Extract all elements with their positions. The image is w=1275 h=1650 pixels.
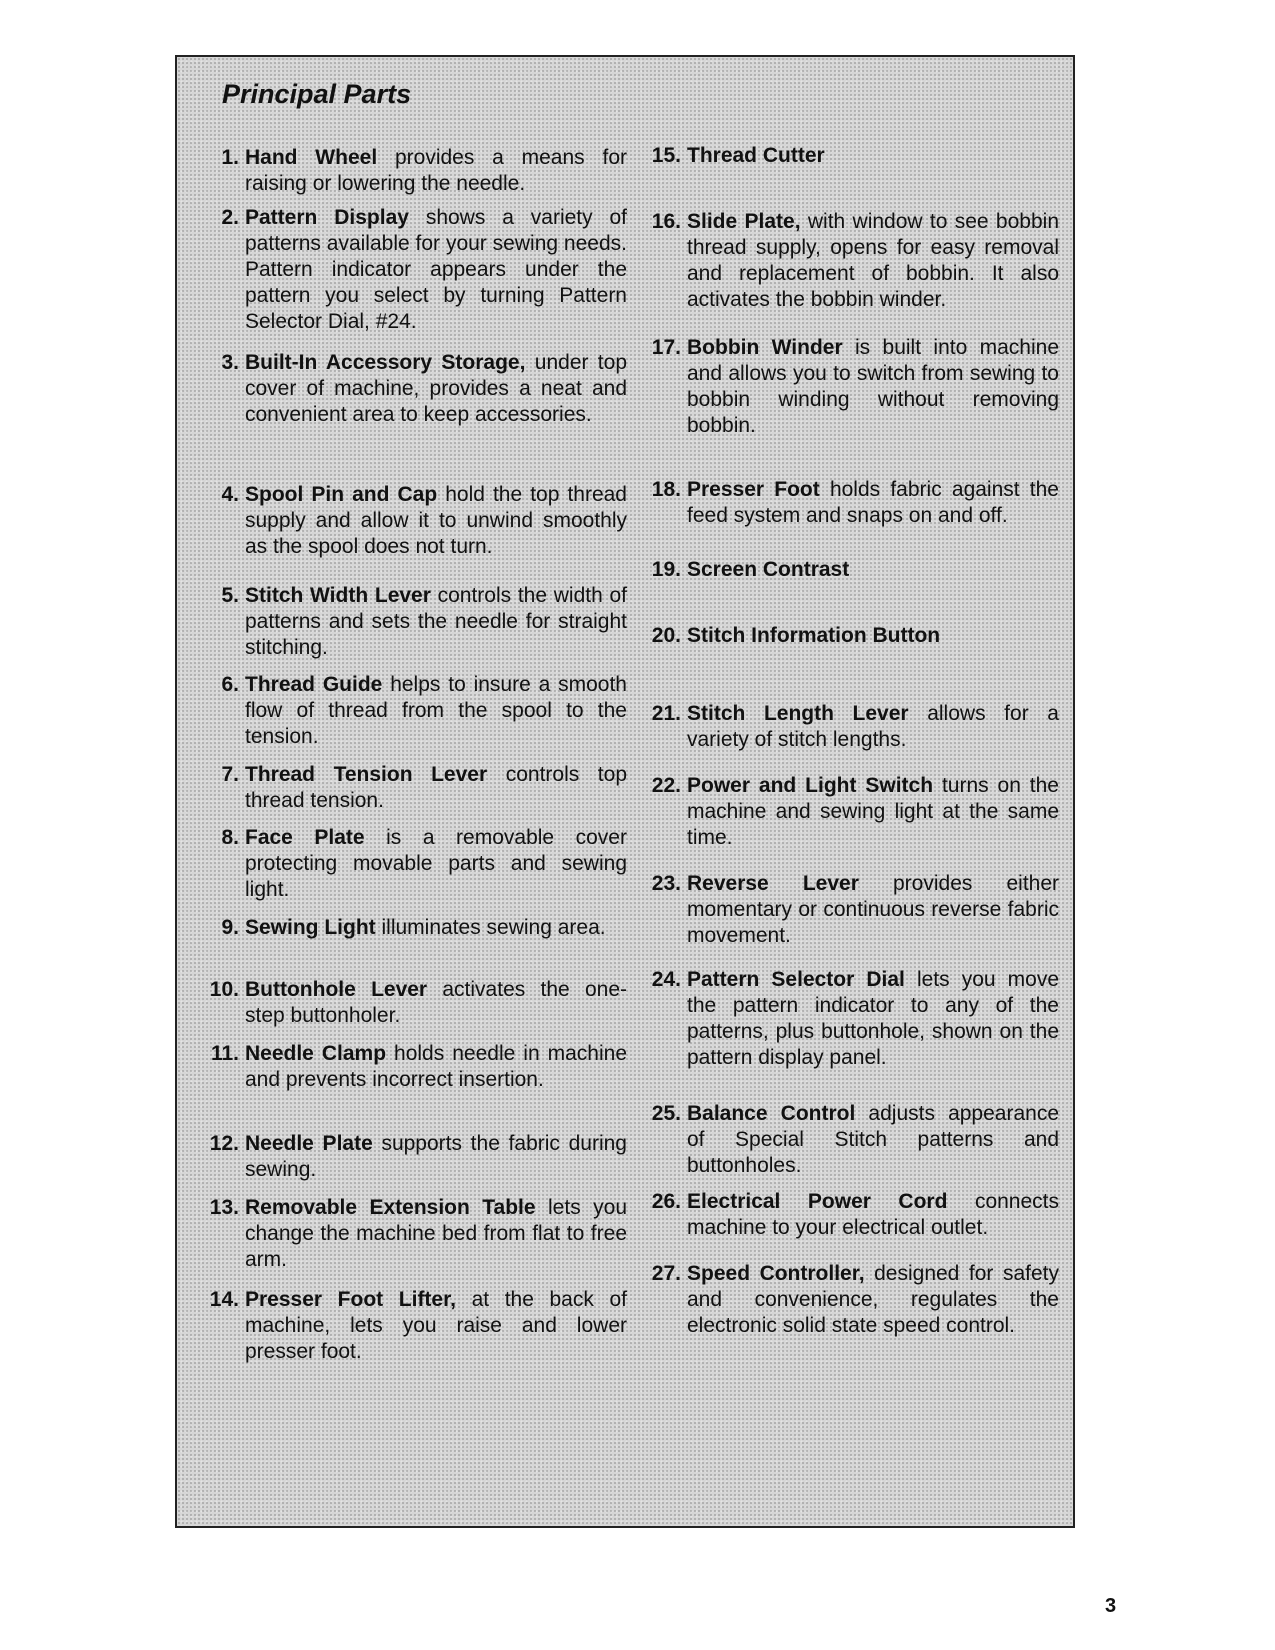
item-description: with window to see bobbin thread supply, opens for easy removal and replacement of bobbin. It also activates the bobbin winder.: [687, 210, 1059, 311]
item-description: holds needle in machine and prevents incorrect insertion.: [245, 1042, 627, 1091]
item-number: 15.: [651, 144, 681, 167]
page-number: 3: [1105, 1595, 1117, 1617]
item-description: holds fabric against the feed system and snaps on and off.: [687, 478, 1059, 527]
item-term: Balance Control: [687, 1102, 856, 1125]
item-number: 22.: [651, 774, 681, 797]
item-description: provides a means for raising or lowering the needle.: [245, 146, 627, 195]
item-term: Face Plate: [245, 826, 365, 849]
list-item: [195, 145, 627, 197]
item-number: 8.: [221, 826, 239, 849]
item-description: under top cover of machine, provides a neat and convenient area to keep accessories.: [245, 351, 628, 426]
item-number: 18.: [651, 478, 681, 501]
item-number: 14.: [209, 1288, 239, 1311]
item-number: 7.: [221, 763, 239, 786]
list-item: [195, 205, 627, 335]
list-item: [637, 623, 1059, 649]
item-term: Built-In Accessory Storage,: [245, 351, 526, 374]
list-item: [637, 871, 1059, 949]
item-term: Speed Controller,: [687, 1262, 865, 1285]
list-item: [195, 350, 627, 428]
item-number: 10.: [209, 978, 239, 1001]
list-item: [637, 143, 1059, 169]
item-description: at the back of machine, lets you raise and lower presser foot.: [245, 1288, 627, 1363]
item-term: Pattern Selector Dial: [687, 968, 905, 991]
item-description: illuminates sewing area.: [375, 916, 606, 939]
list-item: [637, 701, 1059, 753]
principal-parts-panel: [175, 55, 1075, 1528]
list-item: [637, 1101, 1059, 1179]
item-description: hold the top thread supply and allow it to unwind smoothly as the spool does not turn.: [245, 483, 627, 558]
item-term: Removable Extension Table: [245, 1196, 536, 1219]
list-item: [195, 1287, 627, 1365]
item-term: Slide Plate,: [687, 210, 801, 233]
item-term: Needle Clamp: [245, 1042, 387, 1065]
item-description: controls top thread tension.: [245, 763, 627, 812]
item-number: 26.: [651, 1190, 681, 1213]
item-term: Power and Light Switch: [687, 774, 934, 797]
list-item: [637, 967, 1059, 1071]
item-description: connects machine to your electrical outlet.: [687, 1190, 1060, 1239]
item-description: lets you move the pattern indicator to any of the patterns, plus buttonhole, shown on the pattern display panel.: [687, 968, 1059, 1069]
item-term: Thread Cutter: [687, 144, 825, 167]
item-term: Buttonhole Lever: [245, 978, 428, 1001]
item-term: Thread Guide: [245, 673, 383, 696]
item-number: 4.: [221, 483, 239, 506]
item-number: 23.: [651, 872, 681, 895]
item-term: Hand Wheel: [245, 146, 378, 169]
item-term: Needle Plate: [245, 1132, 373, 1155]
list-item: [195, 825, 627, 903]
list-item: [637, 209, 1059, 313]
item-number: 9.: [221, 916, 239, 939]
list-item: [195, 1131, 627, 1183]
list-item: [195, 915, 627, 941]
item-term: Pattern Display: [245, 206, 409, 229]
item-number: 27.: [651, 1262, 681, 1285]
item-description: supports the fabric during sewing.: [245, 1132, 627, 1181]
item-number: 12.: [209, 1132, 239, 1155]
list-item: [637, 1261, 1059, 1339]
item-term: Reverse Lever: [687, 872, 859, 895]
item-number: 3.: [221, 351, 239, 374]
item-number: 5.: [221, 584, 239, 607]
item-number: 20.: [651, 624, 681, 647]
item-description: is a removable cover protecting movable parts and sewing light.: [245, 826, 627, 901]
list-item: [195, 762, 627, 814]
item-description: activates the one-step buttonholer.: [245, 978, 627, 1027]
item-term: Presser Foot Lifter,: [245, 1288, 456, 1311]
item-term: Screen Contrast: [687, 558, 850, 581]
item-number: 21.: [651, 702, 681, 725]
item-description: designed for safety and convenience, regulates the electronic solid state speed control.: [687, 1262, 1059, 1337]
list-item: [195, 583, 627, 661]
item-description: shows a variety of patterns available for your sewing needs. Pattern indicator appears under the pattern you select by turning Pattern Selector Dial, #24.: [245, 206, 628, 333]
item-term: Sewing Light: [245, 916, 376, 939]
item-number: 1.: [221, 146, 239, 169]
list-item: [195, 1195, 627, 1273]
item-term: Stitch Information Button: [687, 624, 941, 647]
list-item: [637, 1189, 1059, 1241]
item-term: Stitch Length Lever: [687, 702, 909, 725]
item-number: 16.: [651, 210, 681, 233]
item-term: Thread Tension Lever: [245, 763, 488, 786]
item-number: 17.: [651, 336, 681, 359]
item-number: 25.: [651, 1102, 681, 1125]
item-number: 19.: [651, 558, 681, 581]
list-item: [637, 773, 1059, 851]
item-description: adjusts appearance of Special Stitch patterns and buttonholes.: [687, 1102, 1059, 1177]
item-description: helps to insure a smooth flow of thread from the spool to the tension.: [245, 673, 627, 748]
item-description: turns on the machine and sewing light at the same time.: [687, 774, 1059, 849]
list-item: [195, 1041, 627, 1093]
list-item: [195, 672, 627, 750]
item-description: allows for a variety of stitch lengths.: [687, 702, 1059, 751]
item-number: 2.: [221, 206, 239, 229]
item-description: controls the width of patterns and sets the needle for straight stitching.: [245, 584, 627, 659]
list-item: [637, 335, 1059, 439]
item-number: 13.: [209, 1196, 239, 1219]
item-term: Stitch Width Lever: [245, 584, 431, 607]
list-item: [637, 557, 1059, 583]
item-description: is built into machine and allows you to switch from sewing to bobbin winding without removing bobbin.: [687, 336, 1060, 437]
item-term: Bobbin Winder: [687, 336, 843, 359]
item-number: 6.: [221, 673, 239, 696]
item-term: Presser Foot: [687, 478, 820, 501]
list-item: [195, 482, 627, 560]
item-term: Electrical Power Cord: [687, 1190, 948, 1213]
item-number: 24.: [651, 968, 681, 991]
list-item: [637, 477, 1059, 529]
page-title: Principal Parts: [222, 79, 412, 109]
item-number: 11.: [210, 1042, 239, 1065]
list-item: [195, 977, 627, 1029]
item-term: Spool Pin and Cap: [245, 483, 438, 506]
item-description: lets you change the machine bed from flat to free arm.: [245, 1196, 627, 1271]
item-description: provides either momentary or continuous reverse fabric movement.: [687, 872, 1060, 947]
